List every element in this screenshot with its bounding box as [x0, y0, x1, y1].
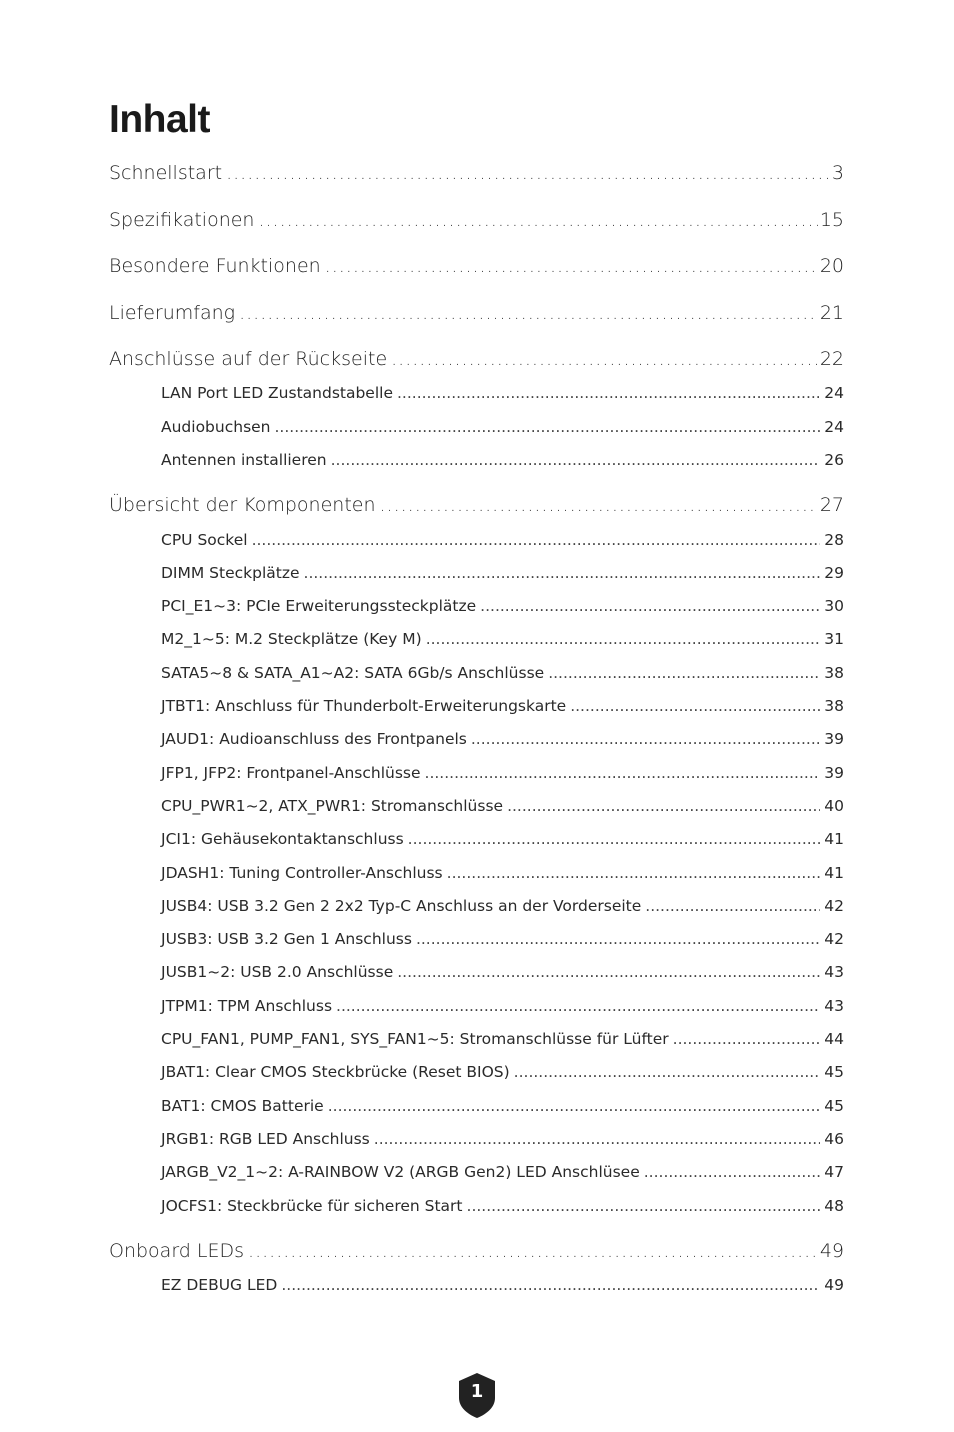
dot-leader	[397, 963, 820, 981]
toc-subentry[interactable]	[161, 830, 844, 848]
toc-entry-page: 48	[824, 1197, 844, 1215]
toc-entry-label: EZ DEBUG LED	[161, 1276, 278, 1294]
toc-entry-label: Anschlüsse auf der Rückseite	[109, 348, 388, 370]
toc-subentry[interactable]	[161, 564, 844, 582]
toc-entry-label: CPU_PWR1~2, ATX_PWR1: Stromanschlüsse	[161, 797, 504, 815]
toc-entry-page: 46	[824, 1130, 844, 1148]
toc-subentry[interactable]	[161, 930, 844, 948]
toc-entry-label: JDASH1: Tuning Controller-Anschluss	[161, 864, 443, 882]
toc-subentry[interactable]	[161, 1097, 844, 1115]
toc-entry-page: 21	[819, 302, 844, 324]
page-title: Inhalt	[109, 98, 210, 141]
toc-entry-label: Onboard LEDs	[109, 1240, 245, 1262]
toc-entry-page: 39	[824, 730, 844, 748]
page-number: 1	[470, 1381, 484, 1402]
toc-entry-page: 49	[819, 1240, 844, 1262]
dot-leader	[673, 1030, 821, 1048]
dot-leader	[514, 1063, 821, 1081]
dot-leader	[467, 1197, 821, 1215]
toc-entry[interactable]	[109, 255, 844, 277]
toc-entry-label: PCI_E1~3: PCIe Erweiterungssteckplätze	[161, 597, 477, 615]
toc-entry-label: Besondere Funktionen	[109, 255, 321, 277]
toc-entry-label: DIMM Steckplätze	[161, 564, 300, 582]
dot-leader	[325, 255, 818, 277]
toc-entry-page: 26	[824, 451, 844, 469]
toc-entry-label: Lieferumfang	[109, 302, 236, 324]
toc-entry-label: JARGB_V2_1~2: A-RAINBOW V2 (ARGB Gen2) LED Anschlüsee	[161, 1163, 640, 1181]
dot-leader	[447, 864, 821, 882]
toc-entry-label: CPU Sockel	[161, 531, 248, 549]
dot-leader	[252, 531, 821, 549]
dot-leader	[374, 1130, 821, 1148]
dot-leader	[397, 384, 820, 402]
toc-entry-label: JUSB4: USB 3.2 Gen 2 2x2 Typ-C Anschluss an der Vorderseite	[161, 897, 642, 915]
toc-subentry[interactable]	[161, 531, 844, 549]
toc-subentry[interactable]	[161, 697, 844, 715]
dot-leader	[645, 897, 820, 915]
toc-entry-page: 27	[819, 494, 844, 516]
toc-entry-page: 49	[824, 1276, 844, 1294]
toc-entry-label: JRGB1: RGB LED Anschluss	[161, 1130, 370, 1148]
toc-subentry[interactable]	[161, 1197, 844, 1215]
toc-entry[interactable]	[109, 348, 844, 370]
toc-entry-label: Schnellstart	[109, 162, 223, 184]
toc-entry-page: 29	[824, 564, 844, 582]
toc-entry-label: JTPM1: TPM Anschluss	[161, 997, 333, 1015]
dot-leader	[425, 764, 821, 782]
toc-entry-label: M2_1~5: M.2 Steckplätze (Key M)	[161, 630, 422, 648]
toc-entry-label: JAUD1: Audioanschluss des Frontpanels	[161, 730, 467, 748]
toc-entry[interactable]	[109, 162, 844, 184]
toc-subentry[interactable]	[161, 1163, 844, 1181]
toc-entry-page: 38	[824, 664, 844, 682]
toc-entry-label: SATA5~8 & SATA_A1~A2: SATA 6Gb/s Anschlüsse	[161, 664, 545, 682]
toc-subentry[interactable]	[161, 451, 844, 469]
toc-subentry[interactable]	[161, 1030, 844, 1048]
toc-subentry[interactable]	[161, 418, 844, 436]
toc-entry-page: 43	[824, 963, 844, 981]
toc-entry-label: JUSB3: USB 3.2 Gen 1 Anschluss	[161, 930, 412, 948]
toc-subentry[interactable]	[161, 1063, 844, 1081]
toc-entry-page: 42	[824, 897, 844, 915]
toc-entry-page: 41	[824, 830, 844, 848]
dot-leader	[380, 494, 818, 516]
toc-entry-label: JFP1, JFP2: Frontpanel-Anschlüsse	[161, 764, 421, 782]
dot-leader	[275, 418, 821, 436]
dot-leader	[258, 209, 817, 231]
toc-subentry[interactable]	[161, 797, 844, 815]
toc-entry-page: 44	[824, 1030, 844, 1048]
dot-leader	[304, 564, 821, 582]
toc-entry-page: 30	[824, 597, 844, 615]
toc-entry-label: JUSB1~2: USB 2.0 Anschlüsse	[161, 963, 394, 981]
toc-entry-page: 24	[824, 384, 844, 402]
toc-subentry[interactable]	[161, 597, 844, 615]
toc-entry-page: 45	[824, 1097, 844, 1115]
dot-leader	[507, 797, 820, 815]
toc-entry-label: CPU_FAN1, PUMP_FAN1, SYS_FAN1~5: Stromanschlüsse für Lüfter	[161, 1030, 669, 1048]
toc-subentry[interactable]	[161, 764, 844, 782]
toc-subentry[interactable]	[161, 1130, 844, 1148]
toc-subentry[interactable]	[161, 997, 844, 1015]
toc-entry-label: Spezifikationen	[109, 209, 255, 231]
toc-entry-label: Audiobuchsen	[161, 418, 271, 436]
toc-entry-page: 20	[819, 255, 844, 277]
dot-leader	[226, 162, 830, 184]
dot-leader	[328, 1097, 821, 1115]
toc-entry-page: 24	[824, 418, 844, 436]
dot-leader	[644, 1163, 821, 1181]
dot-leader	[331, 451, 821, 469]
toc-subentry[interactable]	[161, 897, 844, 915]
toc-entry-page: 39	[824, 764, 844, 782]
toc-entry-page: 40	[824, 797, 844, 815]
dot-leader	[281, 1276, 820, 1294]
toc-entry[interactable]	[109, 494, 844, 516]
toc-entry-page: 31	[824, 630, 844, 648]
toc-entry-page: 43	[824, 997, 844, 1015]
toc-entry-page: 3	[831, 162, 844, 184]
dot-leader	[248, 1240, 818, 1262]
dot-leader	[336, 997, 820, 1015]
dot-leader	[570, 697, 820, 715]
toc-subentry[interactable]	[161, 864, 844, 882]
toc-entry-label: Übersicht der Komponenten	[109, 494, 376, 516]
toc-entry-label: Antennen installieren	[161, 451, 327, 469]
toc-entry-page: 22	[819, 348, 844, 370]
toc-entry-label: JCI1: Gehäusekontaktanschluss	[161, 830, 404, 848]
toc-subentry[interactable]	[161, 630, 844, 648]
toc-entry-page: 45	[824, 1063, 844, 1081]
toc-entry-label: JOCFS1: Steckbrücke für sicheren Start	[161, 1197, 463, 1215]
dot-leader	[471, 730, 820, 748]
toc-subentry[interactable]	[161, 963, 844, 981]
toc-subentry[interactable]	[161, 1276, 844, 1294]
toc-entry-page: 41	[824, 864, 844, 882]
toc-entry-label: JBAT1: Clear CMOS Steckbrücke (Reset BIOS)	[161, 1063, 510, 1081]
toc-entry-page: 15	[819, 209, 844, 231]
toc-entry[interactable]	[109, 302, 844, 324]
dot-leader	[391, 348, 818, 370]
dot-leader	[548, 664, 820, 682]
toc-subentry[interactable]	[161, 730, 844, 748]
toc-entry-label: LAN Port LED Zustandstabelle	[161, 384, 393, 402]
dot-leader	[416, 930, 820, 948]
toc-subentry[interactable]	[161, 664, 844, 682]
toc-entry-label: BAT1: CMOS Batterie	[161, 1097, 324, 1115]
dot-leader	[239, 302, 818, 324]
toc-entry-page: 47	[824, 1163, 844, 1181]
toc-subentry[interactable]	[161, 384, 844, 402]
dot-leader	[480, 597, 820, 615]
toc-entry[interactable]	[109, 209, 844, 231]
dot-leader	[426, 630, 821, 648]
toc-entry-page: 28	[824, 531, 844, 549]
toc-entry[interactable]	[109, 1240, 844, 1262]
toc-entry-label: JTBT1: Anschluss für Thunderbolt-Erweiterungskarte	[161, 697, 567, 715]
toc-entry-page: 42	[824, 930, 844, 948]
toc-entry-page: 38	[824, 697, 844, 715]
dot-leader	[408, 830, 821, 848]
